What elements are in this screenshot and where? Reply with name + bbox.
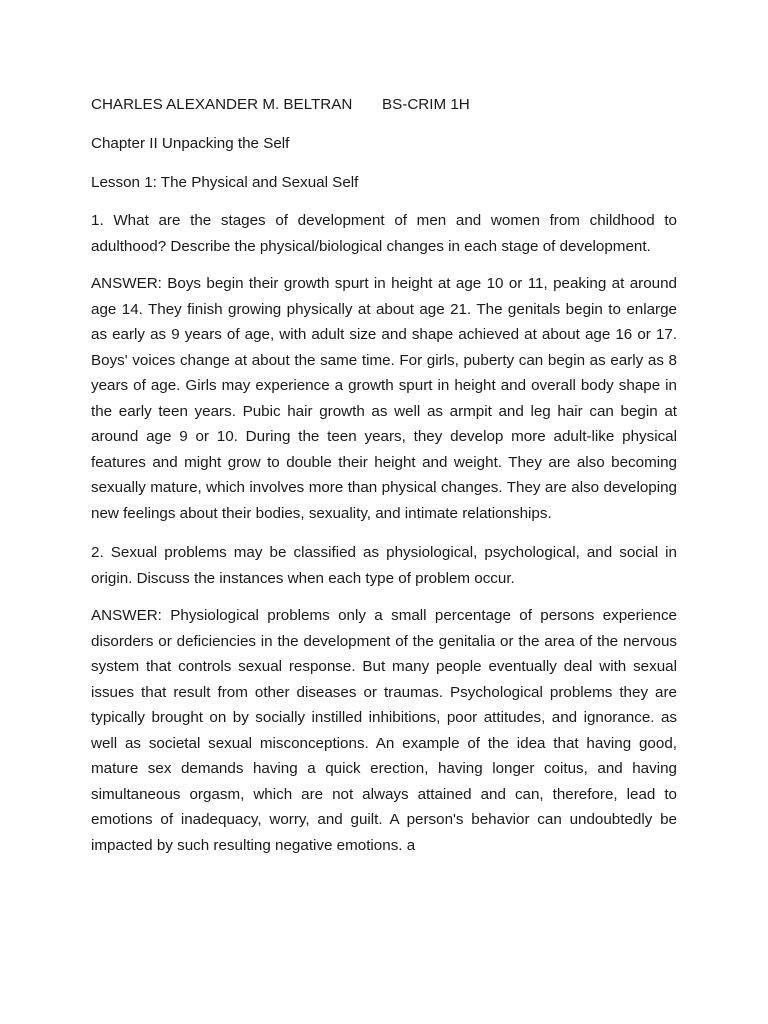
document-content [91,93,677,858]
course-section: BS-CRIM 1H [382,96,470,113]
lesson-title: Lesson 1: The Physical and Sexual Self [91,174,359,191]
header-line [91,93,677,117]
question-1: 1. What are the stages of development of men and women from childhood to adulthood? Describe the physical/biological changes in each stage of development. [91,212,677,255]
chapter-title: Chapter II Unpacking the Self [91,135,290,152]
question-2: 2. Sexual problems may be classified as physiological, psychological, and social in origin. Discuss the instances when each type of problem occur. [91,544,677,587]
author-name: CHARLES ALEXANDER M. BELTRAN [91,96,353,113]
answer-1: ANSWER: Boys begin their growth spurt in height at age 10 or 11, peaking at around age 14. They finish growing physically at about age 21. The genitals begin to enlarge as early as 9 years of age, with adult size and shape achieved at about age 16 or 17. Boys' voices change at about the same time. For girls, puberty can begin as early as 8 years of age. Girls may experience a growth spurt in height and overall body shape in the early teen years. Pubic hair growth as well as armpit and leg hair can begin at around age 9 or 10. During the teen years, they develop more adult-like physical features and might grow to double their height and weight. They are also becoming sexually mature, which involves more than physical changes. They are also developing new feelings about their bodies, sexuality, and intimate relationships. [91,275,677,522]
answer-2: ANSWER: Physiological problems only a small percentage of persons experience disorders or deficiencies in the development of the genitalia or the area of the nervous system that controls sexual response. But many people eventually deal with sexual issues that result from other diseases or traumas. Psychological problems they are typically brought on by socially instilled inhibitions, poor attitudes, and ignorance. as well as societal sexual misconceptions. An example of the idea that having good, mature sex demands having a quick erection, having longer coitus, and having simultaneous orgasm, which are not always attained and can, therefore, lead to emotions of inadequacy, worry, and guilt. A person's behavior can undoubtedly be impacted by such resulting negative emotions. a [91,607,677,854]
